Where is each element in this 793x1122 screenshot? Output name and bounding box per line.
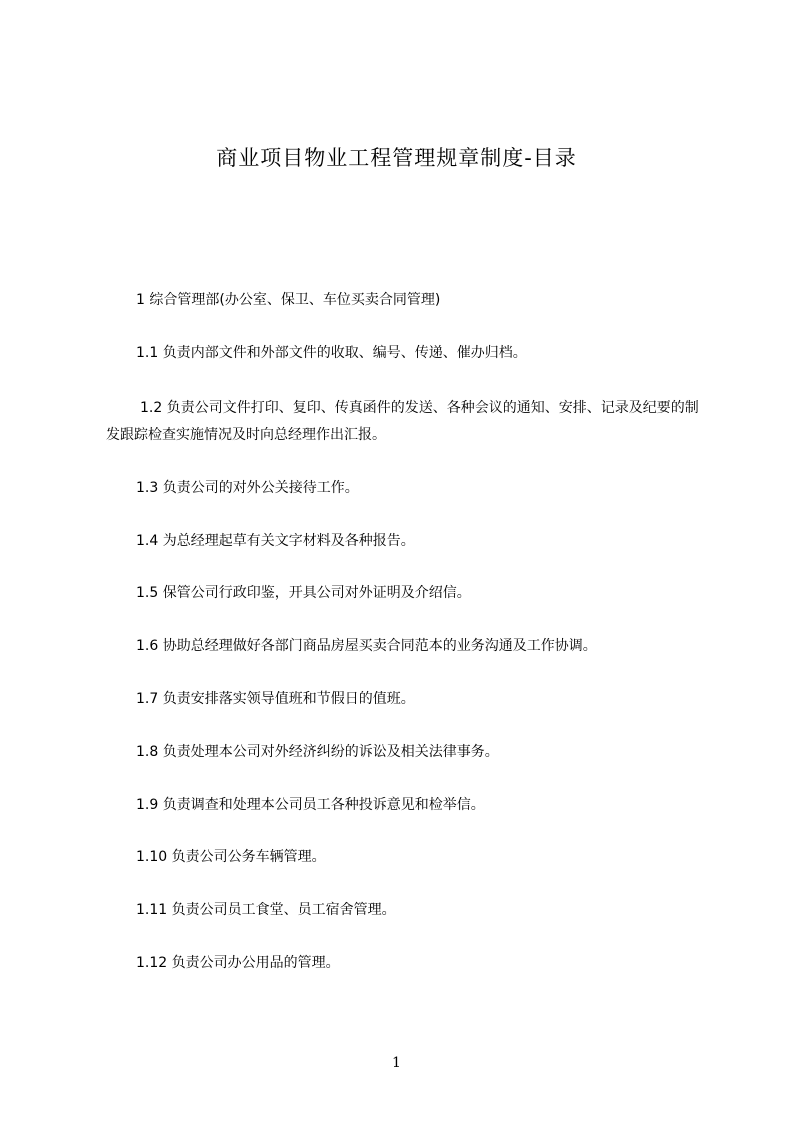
section-heading: 1 综合管理部(办公室、保卫、车位买卖合同管理) (136, 292, 441, 308)
list-item-1-10: 1.10 负责公司公务车辆管理。 (136, 849, 326, 865)
list-item-1-6: 1.6 协助总经理做好各部门商品房屋买卖合同范本的业务沟通及工作协调。 (136, 638, 597, 654)
list-item-1-2: 1.2 负责公司文件打印、复印、传真函件的发送、各种会议的通知、安排、记录及纪要的制发跟踪检查实施情况及时向总经理作出汇报。 (106, 400, 699, 443)
list-item-1-9: 1.9 负责调查和处理本公司员工各种投诉意见和检举信。 (136, 797, 485, 813)
list-item-1-3: 1.3 负责公司的对外公关接待工作。 (136, 480, 359, 496)
list-item-1-11: 1.11 负责公司员工食堂、员工宿舍管理。 (136, 902, 396, 918)
list-item-1-4: 1.4 为总经理起草有关文字材料及各种报告。 (136, 533, 415, 549)
list-item-1-8: 1.8 负责处理本公司对外经济纠纷的诉讼及相关法律事务。 (136, 744, 499, 760)
page-title: 商业项目物业工程管理规章制度-目录 (216, 146, 577, 170)
page-number: 1 (392, 1055, 401, 1071)
list-item-1-5: 1.5 保管公司行政印鉴，开具公司对外证明及介绍信。 (136, 585, 471, 601)
list-item-1-12: 1.12 负责公司办公用品的管理。 (136, 955, 340, 971)
list-item-1-7: 1.7 负责安排落实领导值班和节假日的值班。 (136, 691, 415, 707)
list-item-1-1: 1.1 负责内部文件和外部文件的收取、编号、传递、催办归档。 (136, 345, 527, 361)
